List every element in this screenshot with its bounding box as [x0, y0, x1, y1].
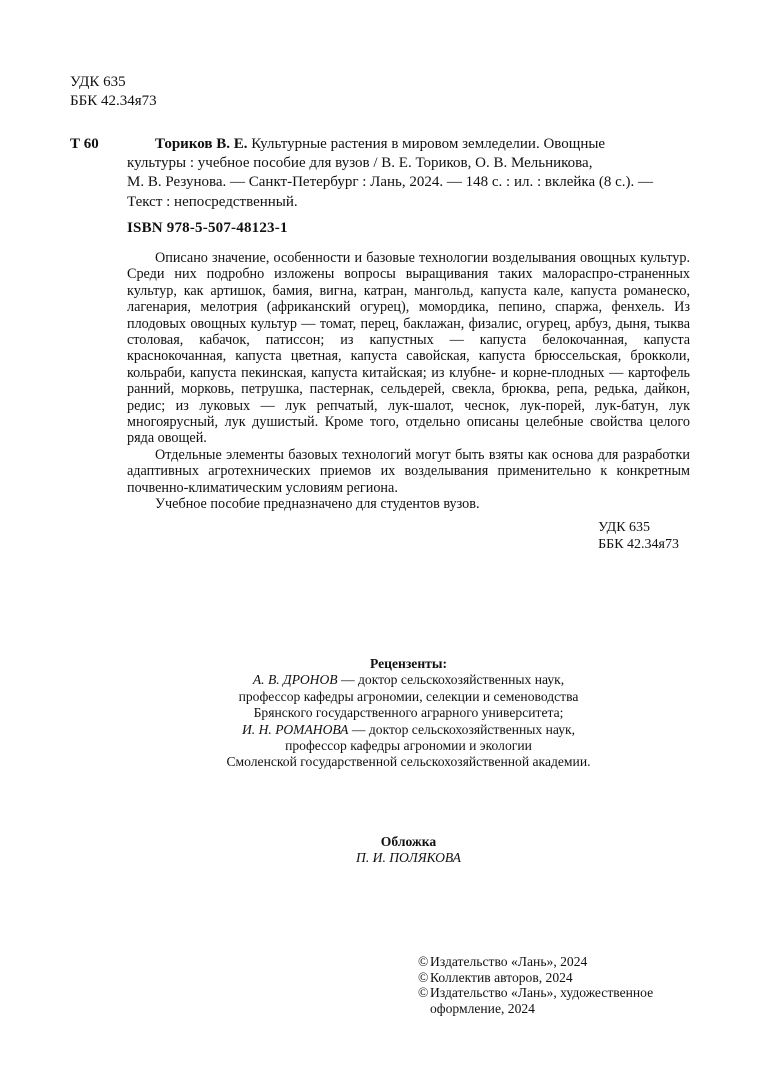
cover-credit: [127, 834, 690, 867]
udk-code: УДК 635: [70, 74, 126, 90]
reviewer-2-line-1: [127, 722, 690, 738]
copyright-icon: ©: [418, 985, 429, 1001]
udk-code-bottom: УДК 635: [598, 520, 651, 535]
reviewer-1-role: — доктор сельскохозяйственных наук,: [337, 672, 565, 688]
reviewers-heading: Рецензенты:: [369, 656, 447, 671]
copyright-block: [418, 954, 688, 1016]
abstract-paragraph-3: Учебное пособие предназначено для студентов вузов.: [155, 496, 480, 513]
copyright-line: [418, 954, 688, 970]
author-mark: Т 60: [70, 136, 99, 152]
abstract: [127, 250, 690, 513]
reviewer-1-line-3: Брянского государственного аграрного университета;: [253, 705, 564, 721]
reviewer-1-name: А. В. ДРОНОВ: [252, 672, 338, 688]
copyright-line: [418, 985, 688, 1016]
reviewer-2-line-2: профессор кафедры агрономии и экологии: [285, 738, 532, 754]
reviewer-1-line-2: профессор кафедры агрономии, селекции и семеноводства: [238, 688, 579, 704]
reviewer-2-line-3: Смоленской государственной сельскохозяйственной академии.: [226, 754, 591, 770]
record-title: Культурные растения в мировом земледелии. Овощные: [251, 136, 606, 152]
copyright-icon: ©: [418, 969, 429, 985]
reviewer-2-name: И. Н. РОМАНОВА: [241, 721, 349, 737]
cover-designer: П. И. ПОЛЯКОВА: [356, 850, 461, 866]
cover-heading: Обложка: [380, 834, 437, 849]
bibliographic-record: [127, 135, 690, 212]
classification-top: [70, 73, 157, 111]
record-line-1: [127, 135, 690, 154]
copyright-text: Издательство «Лань», 2024: [430, 954, 588, 969]
abstract-paragraph-1: Описано значение, особенности и базовые технологии возделывания овощных культур. Среди них подробно изложены вопросы выращивания таких малораспро-страненных культур, как артишок, бамия, вигна, катран, мангольд, капуста кале, капуста романеско, лагенария, мелотрия (африканский огурец), момордика, пепино, спаржа, фенхель. Из плодовых овощных культур — томат, перец, баклажан, физалис, огурец, арбуз, дыня, тыква столовая, кабачок, патиссон; из капустных — капуста белокочанная, капуста краснокочанная, капуста цветная, капуста савойская, капуста брюссельская, брокколи, кольраби, капуста пекинская, капуста китайская; из клубне- и корне-плодных — картофель ранний, морковь, петрушка, пастернак, сельдерей, свекла, брюква, репа, редька, дайкон, редис; из луковых — лук репчатый, лук-шалот, чеснок, лук-порей, лук-батун, лук многоярусный, лук душистый. Кроме того, отдельно описаны целебные свойства целого ряда овощей.: [127, 250, 690, 447]
reviewers-block: [127, 656, 690, 771]
copyright-text: Издательство «Лань», художественное оформление, 2024: [430, 985, 654, 1016]
copyright-line: [418, 970, 688, 986]
bbk-code: ББК 42.34я73: [70, 93, 157, 109]
copyright-icon: ©: [418, 954, 429, 969]
record-line-2: культуры : учебное пособие для вузов / В. Е. Ториков, О. В. Мельникова,: [127, 155, 593, 172]
record-line-3: М. В. Резунова. — Санкт-Петербург : Лань, 2024. — 148 с. : ил. : вклейка (8 с.). —: [127, 174, 654, 191]
record-line-4: Текст : непосредственный.: [127, 193, 298, 210]
reviewer-2-role: — доктор сельскохозяйственных наук,: [348, 721, 576, 737]
abstract-paragraph-2: Отдельные элементы базовых технологий могут быть взяты как основа для разработки адаптивных агротехнических приемов их возделывания применительно к конкретным почвенно-климатическим условиям региона.: [127, 446, 690, 496]
reviewer-1-line-1: [127, 672, 690, 688]
bbk-code-bottom: ББК 42.34я73: [598, 537, 679, 552]
classification-bottom: [598, 519, 679, 553]
record-author: Ториков В. Е.: [155, 136, 248, 152]
copyright-text: Коллектив авторов, 2024: [430, 969, 573, 985]
isbn: ISBN 978-5-507-48123-1: [127, 220, 288, 236]
